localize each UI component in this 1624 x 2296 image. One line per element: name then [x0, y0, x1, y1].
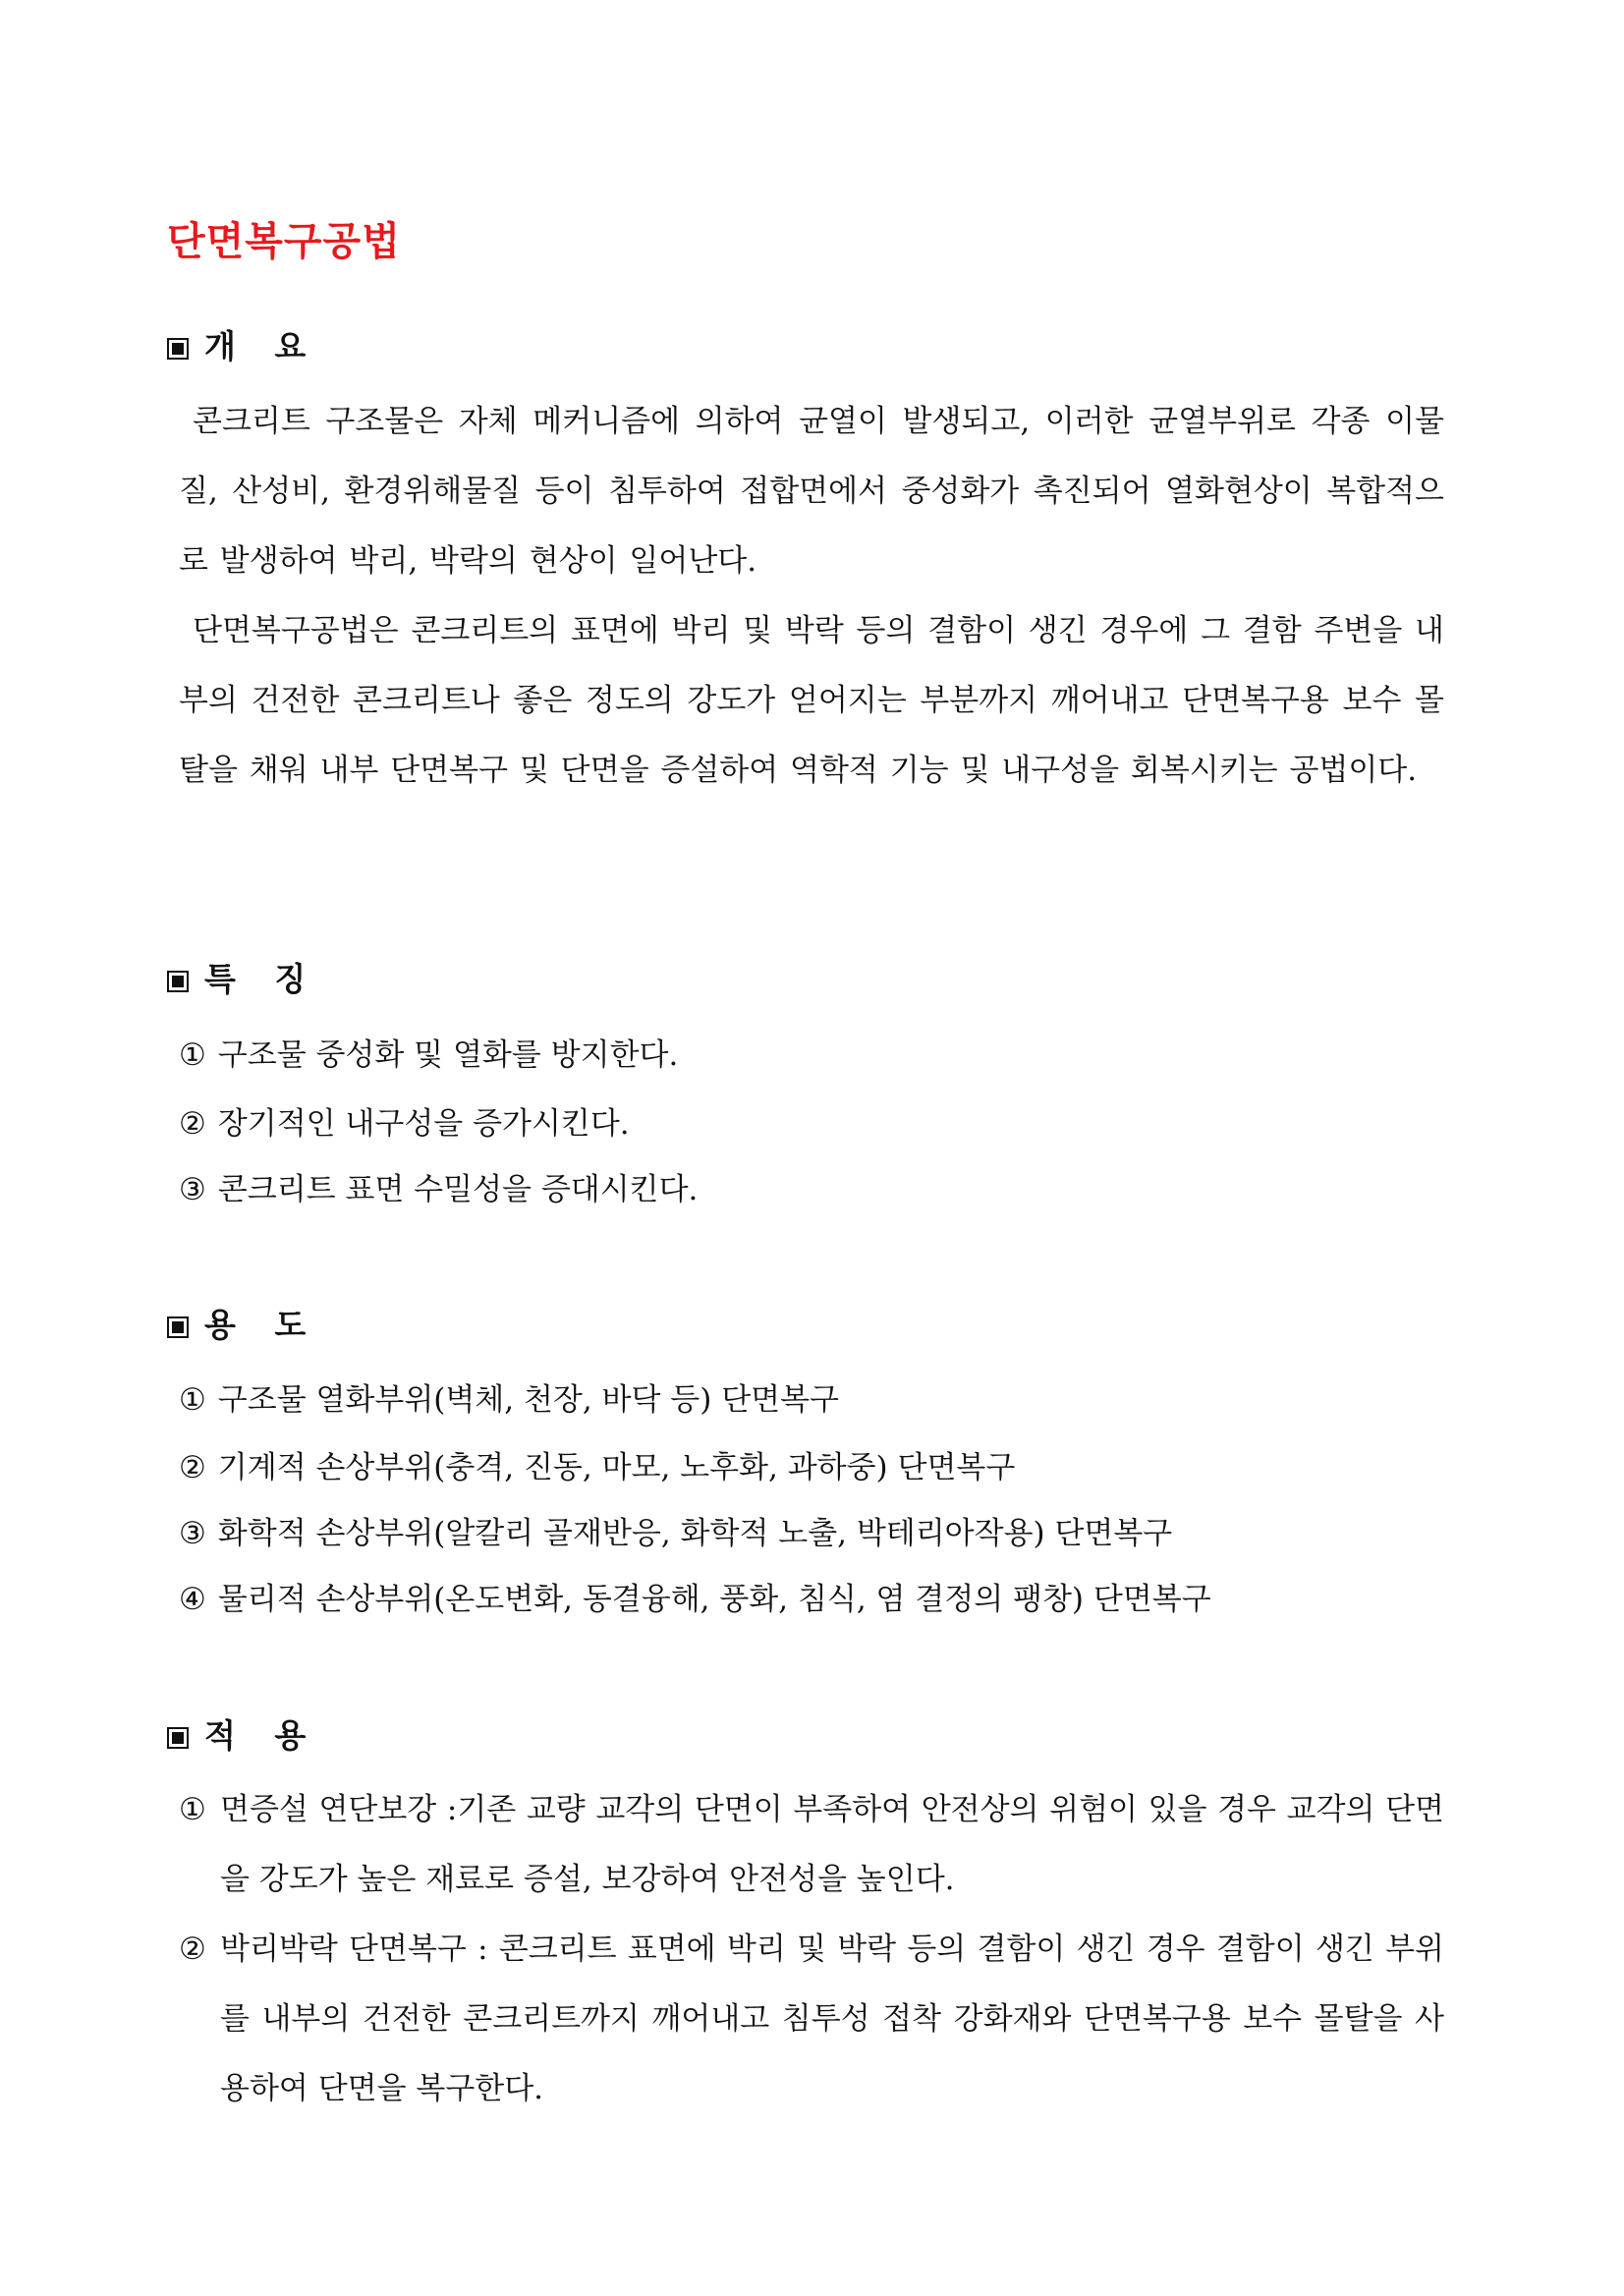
overview-paragraph-2: 단면복구공법은 콘크리트의 표면에 박리 및 박락 등의 결함이 생긴 경우에 그 결함 주변을 내부의 건전한 콘크리트나 좋은 정도의 강도가 얻어지는 부분까지 깨어내고 단면복구용 보수 몰탈을 채워 내부 단면복구 및 단면을 증설하여 역학적 기능 및 내구성을 회복시키는 공법이다. [179, 613, 1444, 788]
page-title: 단면복구공법 [167, 218, 401, 264]
use-item: ③ 화학적 손상부위(알칼리 골재반응, 화학적 노출, 박테리아작용) 단면복구 [179, 1516, 1173, 1551]
overview-paragraph-1: 콘크리트 구조물은 자체 메커니즘에 의하여 균열이 발생되고, 이러한 균열부위로 각종 이물질, 산성비, 환경위해물질 등이 침투하여 접합면에서 중성화가 촉진되어 열화현상이 복합적으로 발생하여 박리, 박락의 현상이 일어난다. [179, 404, 1444, 579]
application-item: ① 면증설 연단보강 :기존 교량 교각의 단면이 부족하여 안전상의 위험이 있을 경우 교각의 단면을 강도가 높은 재료로 증설, 보강하여 안전성을 높인다. [179, 1792, 1444, 1897]
feature-item: ① 구조물 중성화 및 열화를 방지한다. [179, 1037, 679, 1073]
filled-square-bullet-icon [167, 1727, 189, 1749]
filled-square-bullet-icon [167, 971, 189, 992]
feature-item: ③ 콘크리트 표면 수밀성을 증대시킨다. [179, 1172, 699, 1207]
use-item: ② 기계적 손상부위(충격, 진동, 마모, 노후화, 과하중) 단면복구 [179, 1450, 1016, 1485]
section-heading-overview: 개 요 [167, 327, 319, 366]
section-heading-features: 특 징 [167, 960, 319, 999]
filled-square-bullet-icon [167, 1316, 189, 1338]
application-item: ② 박리박락 단면복구 : 콘크리트 표면에 박리 및 박락 등의 결함이 생긴 경우 결함이 생긴 부위를 내부의 건전한 콘크리트까지 깨어내고 침투성 접착 강화재와 단면복구용 보수 몰탈을 사용하여 단면을 복구한다. [179, 1932, 1444, 2106]
filled-square-bullet-icon [167, 338, 189, 360]
feature-item: ② 장기적인 내구성을 증가시킨다. [179, 1106, 630, 1142]
section-heading-application: 적 용 [167, 1716, 319, 1756]
section-heading-uses: 용 도 [167, 1306, 319, 1345]
use-item: ① 구조물 열화부위(벽체, 천장, 바닥 등) 단면복구 [179, 1382, 839, 1418]
use-item: ④ 물리적 손상부위(온도변화, 동결융해, 풍화, 침식, 염 결정의 팽창) 단면복구 [179, 1582, 1211, 1617]
